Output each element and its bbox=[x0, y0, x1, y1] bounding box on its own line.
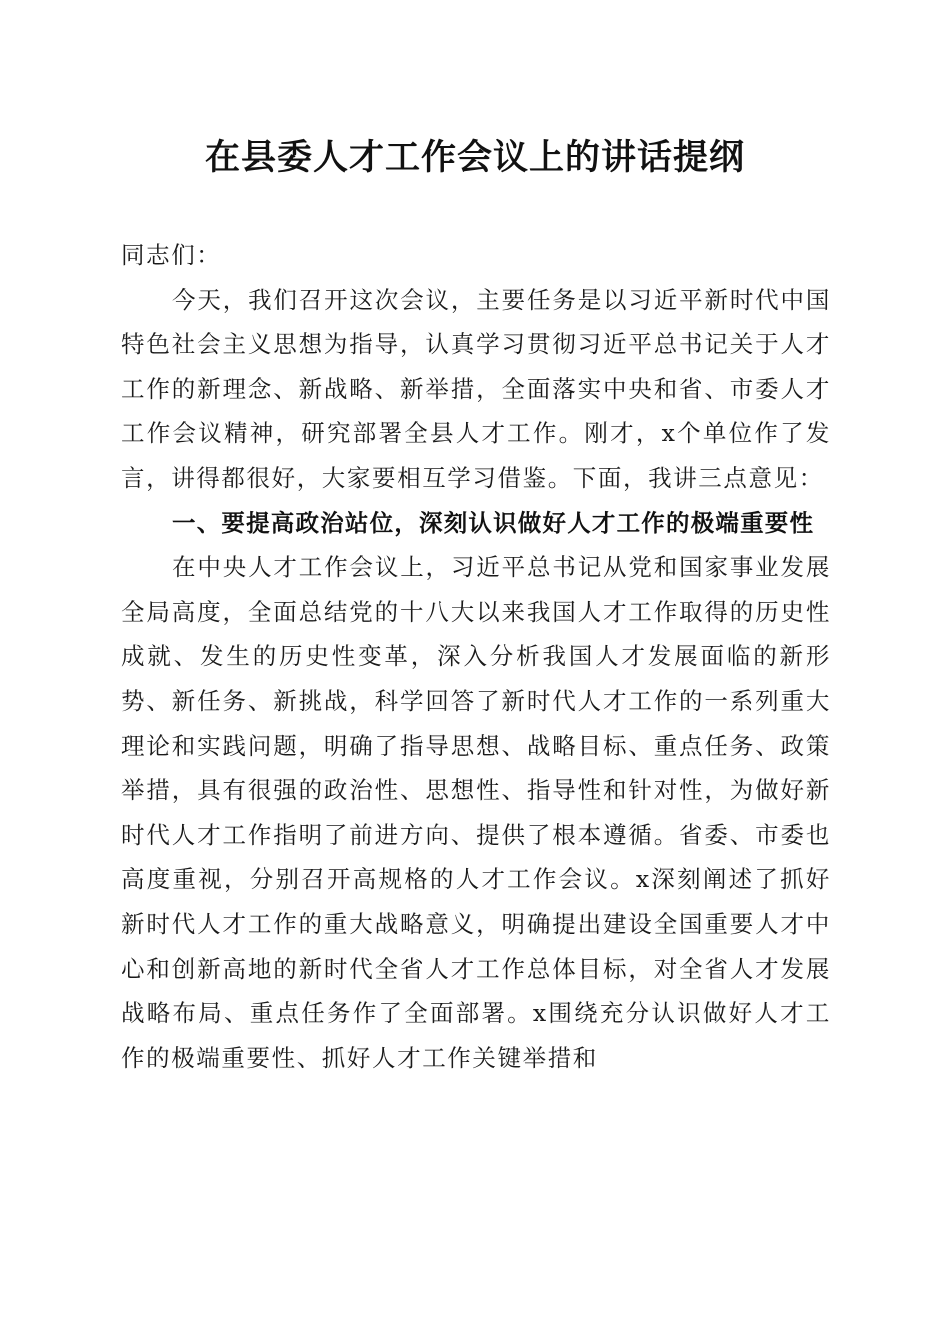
section-heading-1: 一、要提高政治站位，深刻认识做好人才工作的极端重要性 bbox=[172, 508, 815, 537]
salutation: 同志们： bbox=[121, 241, 222, 269]
document-body bbox=[121, 233, 831, 1080]
document-title: 在县委人才工作会议上的讲话提纲 bbox=[204, 137, 745, 178]
paragraph-intro: 今天，我们召开这次会议，主要任务是以习近平新时代中国特色社会主义思想为指导，认真学习贯彻习近平总书记关于人才工作的新理念、新战略、新举措，全面落实中央和省、市委人才工作会议精神，研究部署全县人才工作。刚才，x个单位作了发言，讲得都很好，大家要相互学习借鉴。下面，我讲三点意见： bbox=[121, 285, 831, 492]
paragraph-section-1: 在中央人才工作会议上，习近平总书记从党和国家事业发展全局高度，全面总结党的十八大以来我国人才工作取得的历史性成就、发生的历史性变革，深入分析我国人才发展面临的新形势、新任务、新挑战，科学回答了新时代人才工作的一系列重大理论和实践问题，明确了指导思想、战略目标、重点任务、政策举措，具有很强的政治性、思想性、指导性和针对性，为做好新时代人才工作指明了前进方向、提供了根本遵循。省委、市委也高度重视，分别召开高规格的人才工作会议。x深刻阐述了抓好新时代人才工作的重大战略意义，明确提出建设全国重要人才中心和创新高地的新时代全省人才工作总体目标，对全省人才发展战略布局、重点任务作了全面部署。x围绕充分认识做好人才工作的极端重要性、抓好人才工作关键举措和 bbox=[121, 553, 831, 1072]
